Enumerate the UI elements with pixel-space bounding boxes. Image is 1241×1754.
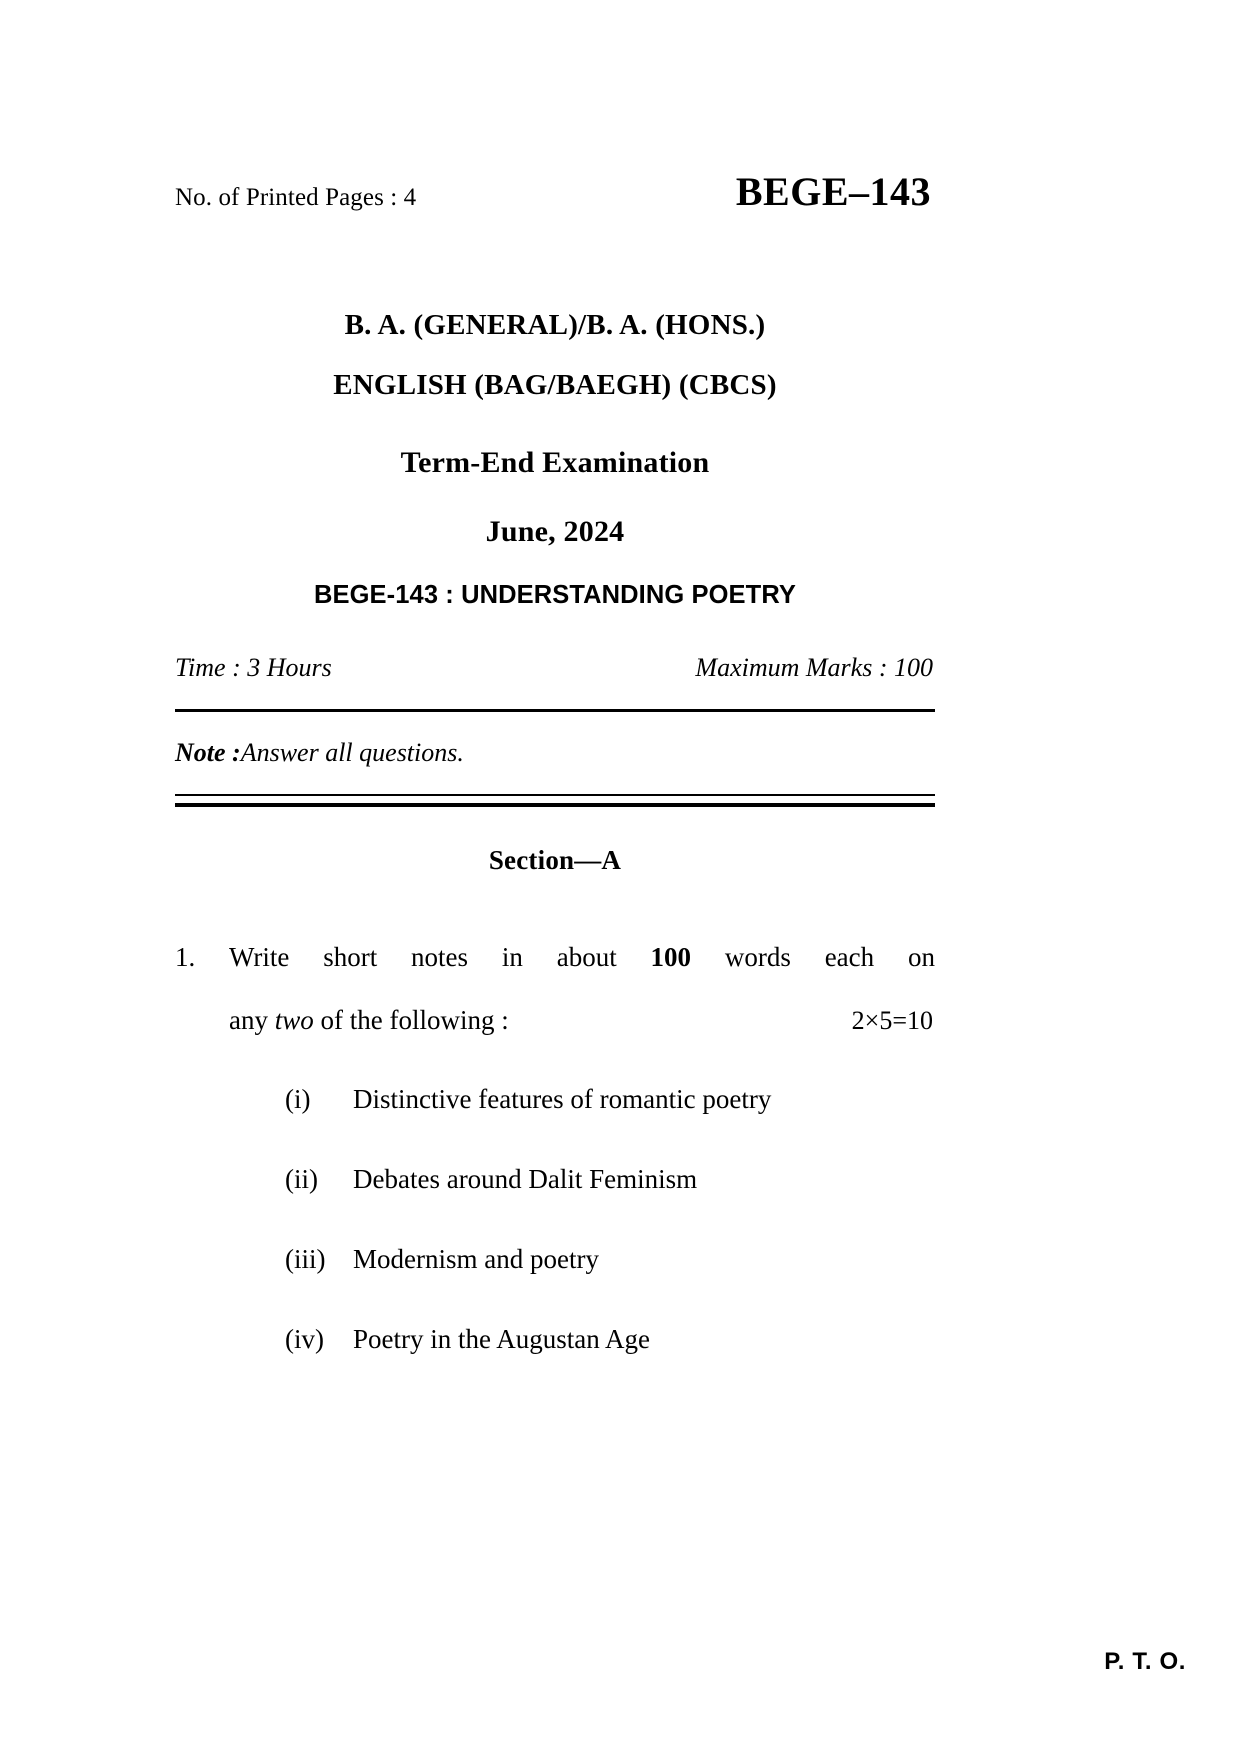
option-marker: (iv) [285, 1323, 324, 1354]
question-1-options [229, 1078, 935, 1361]
exam-meta-row [175, 653, 935, 683]
question-1-line-2-text [229, 999, 509, 1043]
page-header [175, 168, 935, 215]
option-marker: (i) [285, 1084, 311, 1115]
exam-type: Term-End Examination [400, 446, 710, 479]
option-text: Modernism and poetry [353, 1243, 599, 1274]
option-item [229, 1318, 935, 1362]
printed-pages-count: No. of Printed Pages : 4 [175, 184, 417, 211]
question-1 [175, 936, 935, 1361]
question-1-marks: 2×5=10 [851, 1005, 933, 1035]
page-turn-indicator: P. T. O. [1104, 1648, 1186, 1675]
option-text: Debates around Dalit Feminism [353, 1164, 698, 1195]
exam-maximum-marks: Maximum Marks : 100 [695, 653, 933, 682]
instructions-note [175, 738, 935, 768]
option-marker: (ii) [285, 1164, 318, 1195]
question-1-word-count: 100 [650, 942, 692, 972]
question-1-row [175, 936, 935, 1361]
question-1-body [229, 936, 935, 1361]
question-1-line-2 [229, 999, 935, 1043]
programme-line-2: ENGLISH (BAG/BAEGH) (CBCS) [333, 369, 777, 401]
option-text: Poetry in the Augustan Age [353, 1323, 650, 1354]
question-1-line-2-part-2: of the following : [313, 1004, 509, 1035]
note-label: Note : [175, 738, 241, 767]
question-1-number: 1. [175, 942, 196, 972]
option-item [229, 1078, 935, 1122]
course-code: BEGE–143 [735, 169, 931, 214]
option-text: Distinctive features of romantic poetry [353, 1084, 772, 1115]
subject-title: BEGE-143 : UNDERSTANDING POETRY [314, 581, 796, 609]
programme-line-1: B. A. (GENERAL)/B. A. (HONS.) [344, 309, 766, 341]
page-content [175, 0, 935, 1361]
divider-rule-double [175, 794, 935, 807]
exam-duration: Time : 3 Hours [175, 653, 332, 682]
section-heading: Section—A [488, 845, 622, 875]
question-1-choice-count: two [274, 1004, 314, 1035]
question-1-line-1 [229, 936, 935, 980]
question-1-line-1-part-1: Write short notes in about [229, 942, 651, 972]
divider-rule-top [175, 709, 935, 712]
note-text: Answer all questions. [240, 738, 464, 767]
option-marker: (iii) [285, 1243, 326, 1274]
option-item [229, 1238, 935, 1282]
option-item [229, 1158, 935, 1202]
question-1-line-1-part-2: words each on [691, 942, 935, 972]
exam-date: June, 2024 [485, 515, 625, 548]
question-1-line-2-part-1: any [229, 1004, 275, 1035]
title-block [175, 311, 935, 610]
